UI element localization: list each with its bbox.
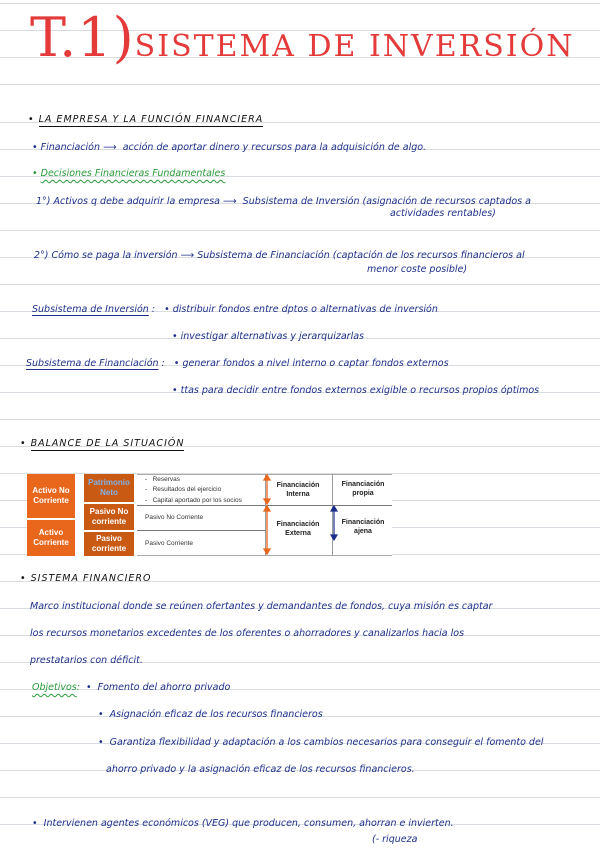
activo-no-corriente-cell: Activo No Corriente	[27, 474, 75, 518]
riqueza-note: (- riqueza	[372, 834, 418, 845]
sub-inversion-2: • investigar alternativas y jerarquizarlas	[172, 331, 364, 342]
sub-financiacion-1: Subsistema de Financiación : • generar fondos a nivel interno o captar fondos externos	[26, 358, 449, 369]
row-reservas: - Reservas	[145, 475, 181, 483]
financiacion-ajena-label: Financiación ajena	[341, 519, 385, 535]
objetivo-3-cont: ahorro privado y la asignación eficaz de los recursos financieros.	[106, 764, 415, 775]
pasivo-corriente-cell: Pasivo corriente	[84, 532, 134, 556]
decision-1-cont: actividades rentables)	[390, 208, 496, 219]
definicion-linea-3: prestatarios con déficit.	[30, 655, 143, 666]
sub-financiacion-2: • ttas para decidir entre fondos externos exigible o recursos propios óptimos	[172, 385, 540, 396]
sub-inversion-1: Subsistema de Inversión : • distribuir fondos entre dptos o alternativas de inversión	[32, 304, 438, 315]
financiacion-propia-label: Financiación propia	[341, 481, 385, 497]
patrimonio-neto-cell: Patrimonio Neto	[84, 474, 134, 502]
row-pasivo-no-corriente: Pasivo No Corriente	[145, 513, 204, 521]
row-resultados: - Resultados del ejercicio	[145, 485, 222, 493]
decision-1: 1°) Activos q debe adquirir la empresa ⟶ Subsistema de Inversión (asignación de recursos captados a	[36, 196, 531, 207]
pasivo-no-corriente-cell: Pasivo No corriente	[84, 504, 134, 530]
intervienen-line: • Intervienen agentes económicos (VEG) que producen, consumen, ahorran e invierten.	[32, 818, 454, 829]
decision-2: 2°) Cómo se paga la inversión ⟶ Subsistema de Financiación (captación de los recursos financieros al	[34, 250, 525, 261]
title-prefix: T.1)	[30, 6, 135, 69]
definicion-linea-2: los recursos monetarios excedentes de los oferentes o ahorradores y canalizarlos hacia los	[30, 628, 465, 639]
financiacion-externa-label: Financiación Externa	[276, 521, 320, 537]
activo-corriente-cell: Activo Corriente	[27, 520, 75, 556]
objetivo-3: • Garantiza flexibilidad y adaptación a los cambios necesarios para conseguir el fomento del	[98, 737, 544, 748]
row-pasivo-corriente: Pasivo Corriente	[145, 539, 194, 547]
section-heading-sistema-financiero: • SISTEMA FINANCIERO	[20, 573, 152, 584]
definicion-linea-1: Marco institucional donde se reúnen ofertantes y demandantes de fondos, cuya misión es captar	[30, 601, 493, 612]
section-heading-empresa: • LA EMPRESA Y LA FUNCIÓN FINANCIERA	[28, 114, 264, 125]
decisiones-label: • Decisiones Financieras Fundamentales	[32, 168, 226, 179]
financiacion-line: • Financiación ⟶ acción de aportar dinero y recursos para la adquisición de algo.	[32, 142, 427, 153]
title-main: SISTEMA DE INVERSIÓN	[134, 29, 575, 64]
section-heading-balance: • BALANCE DE LA SITUACIÓN	[20, 438, 185, 449]
financiacion-interna-label: Financiación Interna	[276, 482, 320, 498]
row-capital: - Capital aportado por los socios	[145, 496, 242, 504]
objetivo-2: • Asignación eficaz de los recursos financieros	[98, 709, 323, 720]
page-title	[30, 6, 574, 69]
objetivo-1: Objetivos: • Fomento del ahorro privado	[32, 682, 231, 693]
balance-table	[27, 474, 392, 556]
decision-2-cont: menor coste posible)	[367, 264, 468, 275]
balance-arrows	[27, 474, 392, 556]
